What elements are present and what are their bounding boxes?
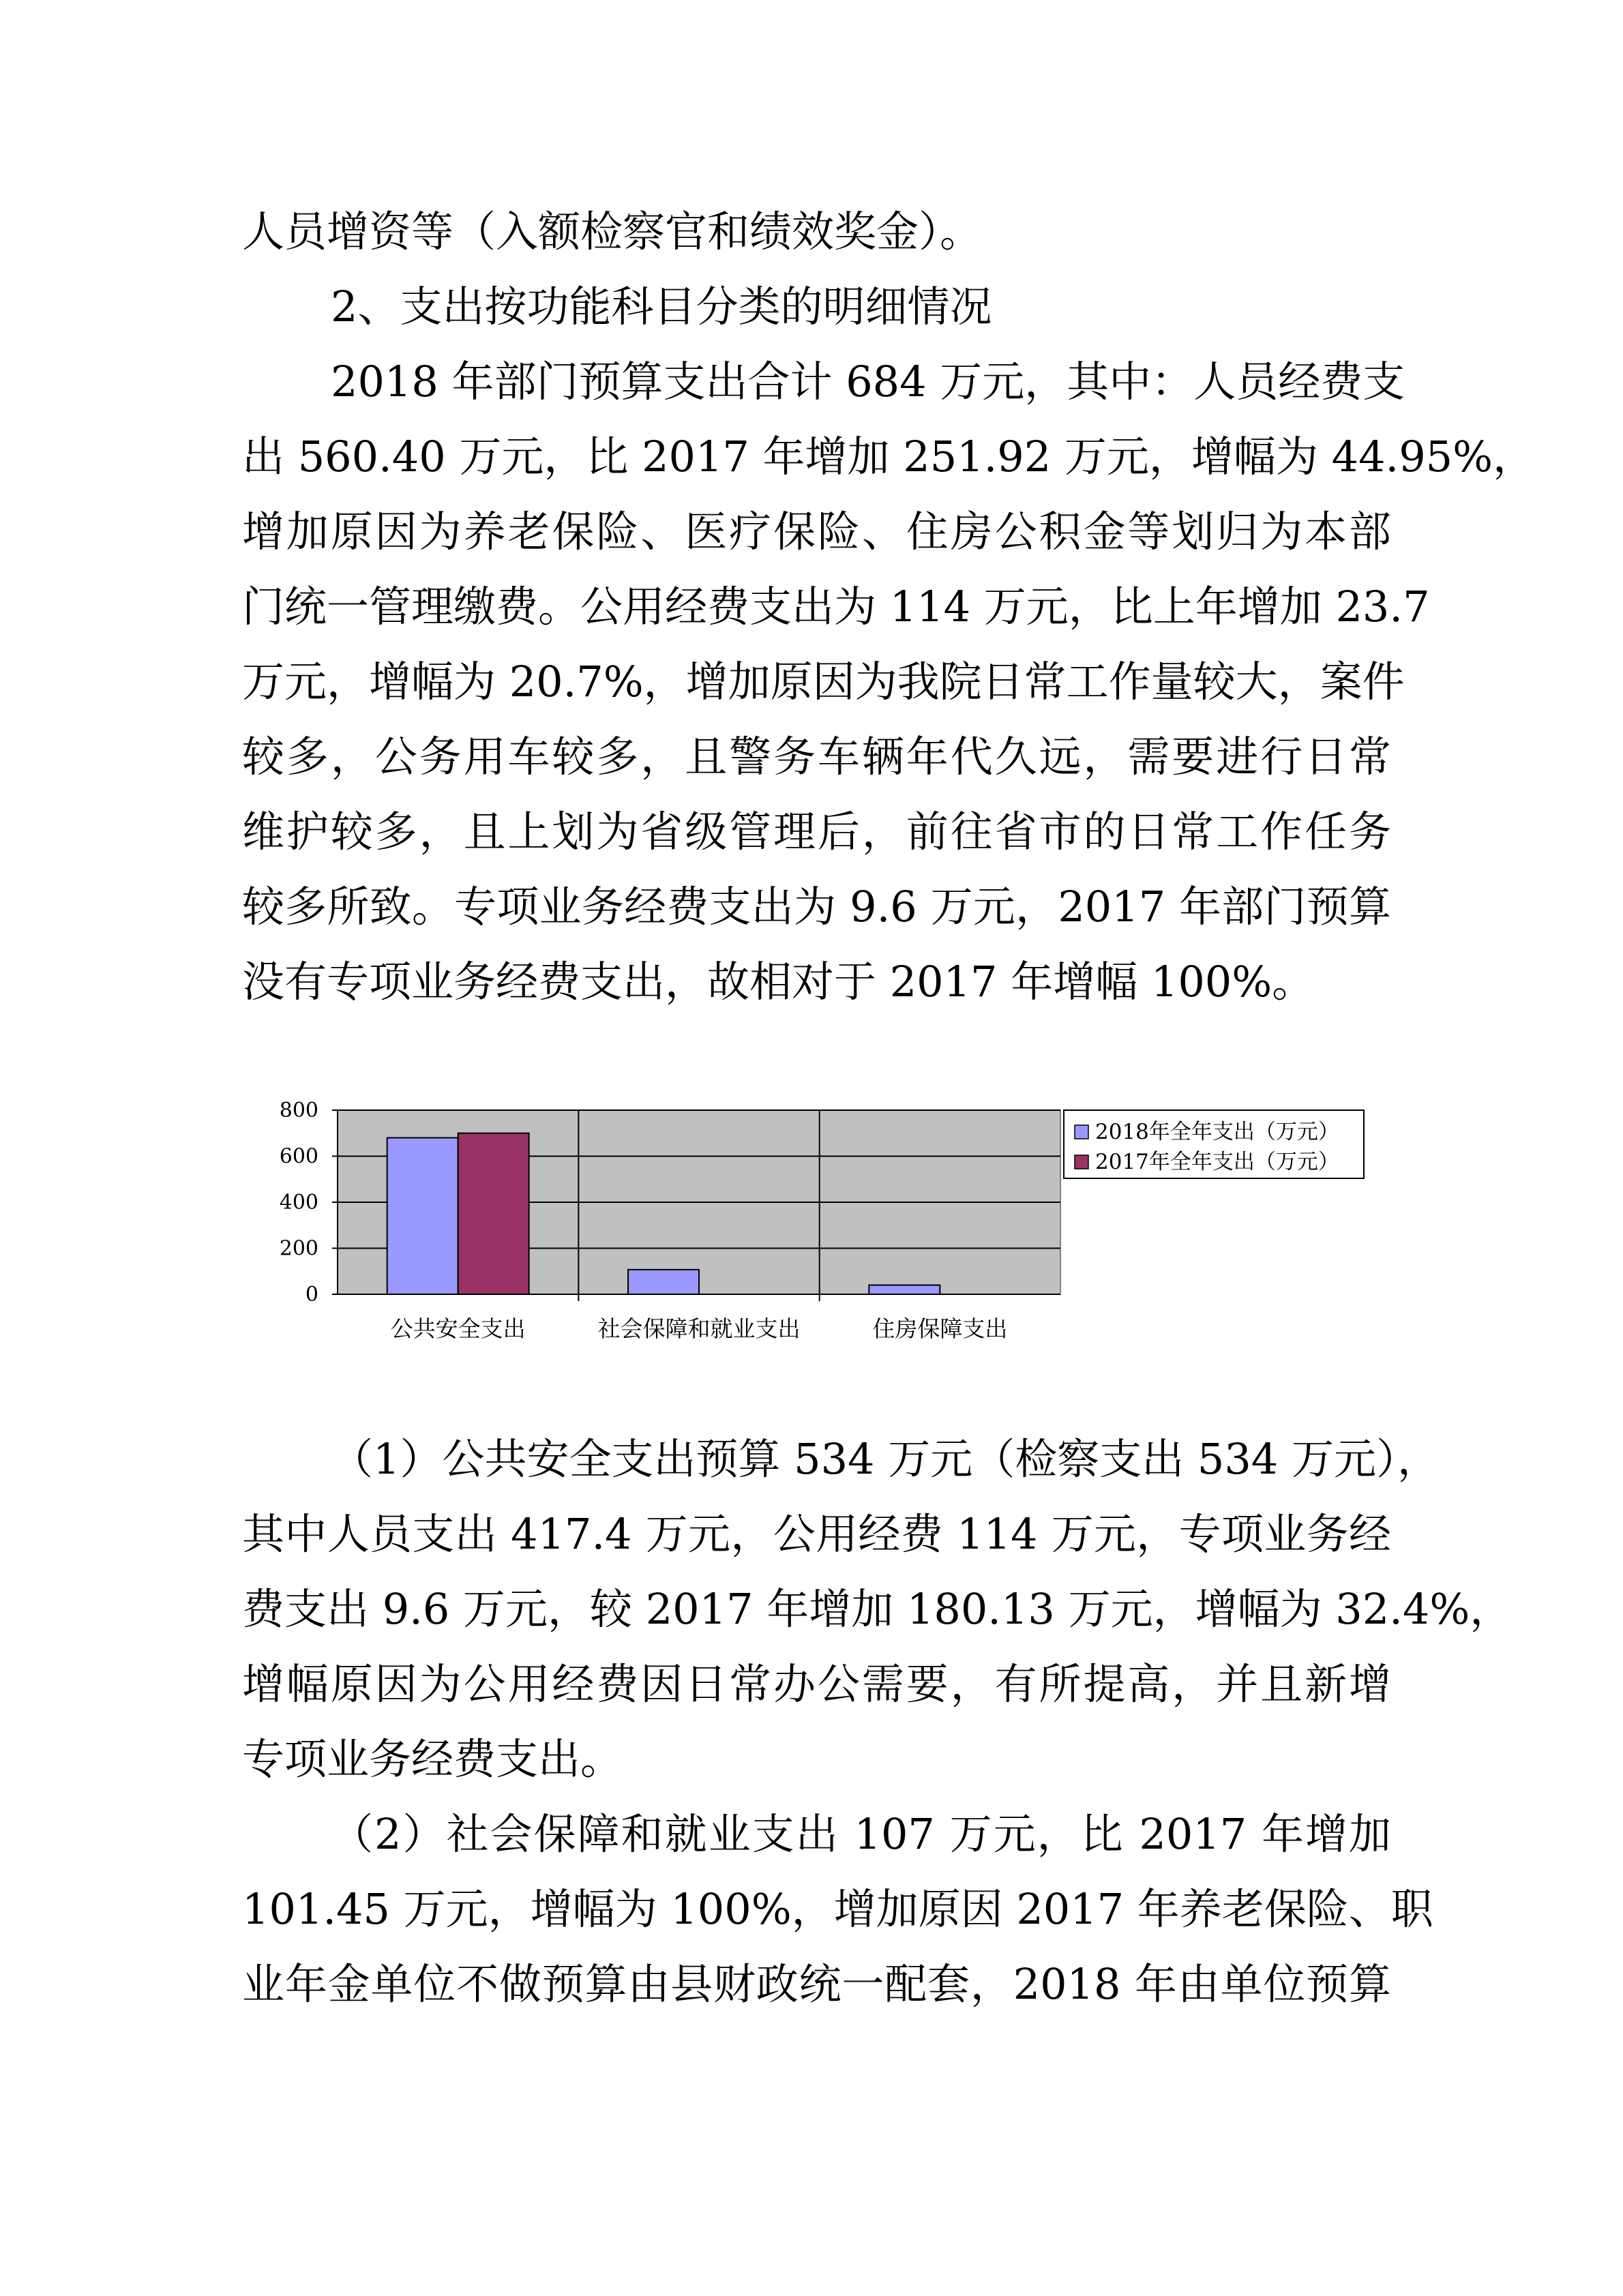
paragraph-line-17: （2）社会保障和就业支出 107 万元，比 2017 年增加 bbox=[331, 1809, 1391, 1859]
paragraph-line-4: 出 560.40 万元，比 2017 年增加 251.92 万元，增幅为 44.95%， bbox=[242, 432, 1536, 481]
bar-2018-1 bbox=[387, 1138, 458, 1295]
paragraph-line-13: 其中人员支出 417.4 万元，公用经费 114 万元，专项业务经 bbox=[242, 1509, 1391, 1559]
paragraph-line-11: 没有专项业务经费支出，故相对于 2017 年增幅 100%。 bbox=[242, 957, 1315, 1007]
legend-entry: 2018年全年支出（万元） bbox=[1095, 1120, 1339, 1144]
paragraph-line-14: 费支出 9.6 万元，较 2017 年增加 180.13 万元，增幅为 32.4%， bbox=[242, 1584, 1513, 1634]
paragraph-line-6: 门统一管理缴费。公用经费支出为 114 万元，比上年增加 23.7 bbox=[242, 582, 1430, 631]
category-label: 公共安全支出 bbox=[390, 1315, 526, 1342]
paragraph-line-18: 101.45 万元，增幅为 100%，增加原因 2017 年养老保险、职 bbox=[242, 1884, 1433, 1934]
expenditure-bar-chart bbox=[259, 1091, 1384, 1377]
bar-2017-1 bbox=[458, 1133, 529, 1294]
paragraph-line-9: 维护较多，且上划为省级管理后，前往省市的日常工作任务 bbox=[242, 807, 1391, 856]
paragraph-line-12: （1）公共安全支出预算 534 万元（检察支出 534 万元）， bbox=[331, 1434, 1440, 1484]
category-label: 住房保障支出 bbox=[872, 1315, 1008, 1342]
paragraph-line-5: 增加原因为养老保险、医疗保险、住房公积金等划归为本部 bbox=[242, 507, 1391, 556]
y-tick-label: 800 bbox=[279, 1099, 318, 1122]
bar-2018-2 bbox=[628, 1270, 699, 1294]
paragraph-line-3: 2018 年部门预算支出合计 684 万元，其中：人员经费支 bbox=[331, 357, 1405, 406]
y-tick-label: 200 bbox=[279, 1236, 318, 1261]
category-label: 社会保障和就业支出 bbox=[597, 1315, 801, 1342]
legend-swatch bbox=[1075, 1125, 1088, 1139]
section-heading: 2、支出按功能科目分类的明细情况 bbox=[331, 282, 992, 331]
y-tick-label: 600 bbox=[279, 1144, 318, 1169]
paragraph-line-16: 专项业务经费支出。 bbox=[242, 1734, 623, 1784]
y-tick-label: 400 bbox=[279, 1191, 318, 1214]
paragraph-line-19: 业年金单位不做预算由县财政统一配套，2018 年由单位预算 bbox=[242, 1959, 1391, 2009]
chart-canvas bbox=[259, 1091, 1384, 1377]
legend-swatch bbox=[1075, 1155, 1088, 1169]
paragraph-line-10: 较多所致。专项业务经费支出为 9.6 万元，2017 年部门预算 bbox=[242, 882, 1391, 931]
paragraph-line-8: 较多，公务用车较多，且警务车辆年代久远，需要进行日常 bbox=[242, 732, 1391, 781]
bar-2018-3 bbox=[869, 1285, 940, 1295]
paragraph-line-1: 人员增资等（入额检察官和绩效奖金）。 bbox=[242, 207, 983, 256]
legend-entry: 2017年全年支出（万元） bbox=[1095, 1150, 1339, 1174]
paragraph-line-7: 万元，增幅为 20.7%，增加原因为我院日常工作量较大，案件 bbox=[242, 657, 1405, 706]
paragraph-line-15: 增幅原因为公用经费因日常办公需要，有所提高，并且新增 bbox=[242, 1659, 1391, 1709]
y-tick-label: 0 bbox=[305, 1283, 318, 1307]
